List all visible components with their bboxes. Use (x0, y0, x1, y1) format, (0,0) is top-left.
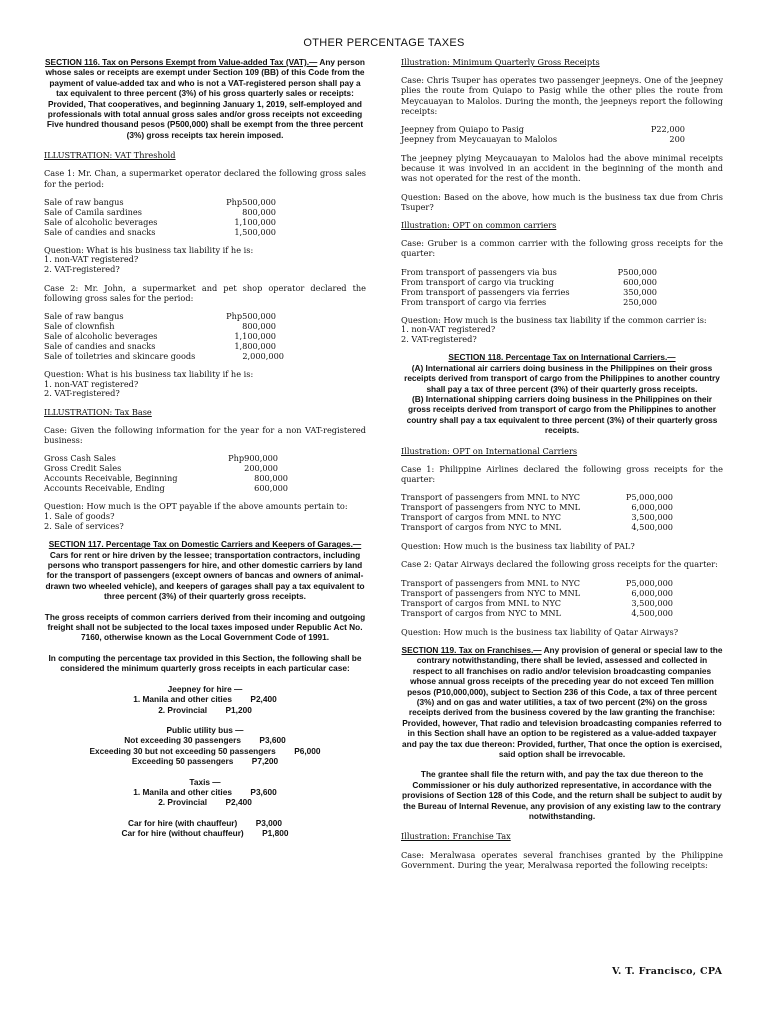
amount-cell: 350,000 (623, 286, 657, 297)
amount-cell: 3,500,000 (631, 512, 673, 523)
opt-common-table (401, 267, 723, 307)
table-row (401, 608, 723, 618)
section-117 (44, 539, 366, 601)
label-cell: Transport of passengers from MNL to NYC (401, 492, 581, 503)
bus-rates (44, 725, 366, 767)
min-quarterly-table (401, 124, 723, 144)
section-119 (401, 645, 723, 759)
vat-case2-table (44, 311, 366, 361)
label-cell: Accounts Receivable, Ending (44, 483, 165, 494)
amount-cell: 200,000 (244, 463, 278, 474)
amount-cell: P5,000,000 (625, 577, 673, 588)
amount-cell: 1,100,000 (234, 216, 276, 227)
left-column (44, 57, 366, 849)
label-cell: Sale of clownfish (44, 321, 115, 332)
franchise-heading: Illustration: Franchise Tax (401, 831, 511, 842)
text-line: Not exceeding 30 passengers P3,600 (124, 735, 286, 746)
text-line: 2. VAT-registered? (44, 388, 120, 399)
label-cell: Transport of cargos from NYC to MNL (401, 522, 561, 533)
section-117-p3: In computing the percentage tax provided in this Section, the following shall be considered the minimum quarterly gross receipts in each particular case: (48, 652, 362, 674)
opt-intl-case2: Case 2: Qatar Airways declared the following gross receipts for the quarter: (401, 559, 718, 570)
amount-cell: 250,000 (623, 296, 657, 307)
table-row (44, 341, 366, 351)
vat-threshold-heading: ILLUSTRATION: VAT Threshold (44, 150, 176, 161)
min-quarterly-question: Question: Based on the above, how much is the business tax due from Chris Tsuper? (401, 191, 723, 212)
label-cell: Sale of candies and snacks (44, 341, 156, 352)
text-line: 2. Provincial P2,400 (158, 797, 252, 808)
amount-cell: P500,000 (617, 266, 657, 277)
opt-intl-case1-question: Question: How much is the business tax liability of PAL? (401, 541, 635, 552)
tax-base-table (44, 453, 366, 493)
text-line: 1. Manila and other cities P2,400 (133, 694, 277, 705)
label-cell: Transport of passengers from MNL to NYC (401, 577, 581, 588)
vat-case1-question (44, 246, 366, 275)
table-row (401, 598, 723, 608)
table-row (401, 522, 723, 532)
opt-common-question (401, 316, 723, 345)
section-118-title: SECTION 118. Percentage Tax on International Carriers.— (448, 352, 676, 363)
label-cell: Sale of candies and snacks (44, 226, 156, 237)
text-line: 1. non-VAT registered? (401, 324, 496, 335)
label-cell: Sale of raw bangus (44, 196, 124, 207)
section-116-title: SECTION 116. Tax on Persons Exempt from Value-added Tax (VAT).— (45, 57, 318, 67)
amount-cell: 800,000 (242, 321, 276, 332)
section-119-p2: The grantee shall file the return with, and pay the tax due thereon to the Commissioner or his duly authorized representative, in accordance with the provisions of Section 128 of this Code, and the return shall be subject to audit by the Bureau of Internal Revenue, any provision of any existing law to the contrary notwithstanding. (402, 769, 722, 821)
text-line: 2. Provincial P1,200 (158, 704, 252, 715)
opt-intl-heading: Illustration: OPT on International Carriers (401, 445, 578, 456)
amount-cell: 6,000,000 (631, 587, 673, 598)
page-title: OTHER PERCENTAGE TAXES (303, 37, 465, 49)
table-row (401, 134, 723, 144)
label-cell: Sale of toiletries and skincare goods (44, 351, 196, 362)
section-117-title: SECTION 117. Percentage Tax on Domestic Carriers and Keepers of Garages.— (48, 539, 362, 550)
text-line: Public utility bus — (166, 724, 244, 735)
table-row (44, 321, 366, 331)
amount-cell: 2,000,000 (242, 351, 284, 362)
table-row (401, 502, 723, 512)
table-row (401, 124, 723, 134)
section-117-body: Cars for rent or hire driven by the lessee; transportation contractors, including persons who transport passengers for hire, and other domestic carriers by land for the transport of passengers (except owners of bancas and owners of animal-drawn two wheeled vehicle), and keepers of garages shall pay a tax equivalent to three percent (3%) of their quarterly gross receipts. (45, 549, 365, 602)
table-row (401, 492, 723, 502)
table-row (44, 453, 366, 463)
vat-case1-text: Case 1: Mr. Chan, a supermarket operator declared the following gross sales for the period: (44, 168, 366, 189)
text-line: Question: What is his business tax liability if he is: (44, 244, 254, 255)
label-cell: Gross Credit Sales (44, 463, 122, 474)
label-cell: Jeepney from Quiapo to Pasig (401, 124, 524, 135)
section-118 (401, 352, 723, 362)
section-118-a: (A) International air carriers doing business in the Philippines on their gross receipts derived from transport of cargo from the Philippines to another country shall pay a tax of three percent (3%) of their quarterly gross receipts. (404, 362, 720, 394)
table-row (401, 277, 723, 287)
text-line: Question: What is his business tax liability if he is: (44, 369, 254, 380)
tax-base-case: Case: Given the following information for the year for a non VAT-registered business: (44, 425, 366, 446)
table-row (44, 473, 366, 483)
label-cell: Gross Cash Sales (44, 453, 116, 464)
amount-cell: 1,100,000 (234, 331, 276, 342)
text-line: Exceeding 50 passengers P7,200 (131, 756, 279, 767)
text-line: Exceeding 30 but not exceeding 50 passengers P6,000 (89, 745, 321, 756)
amount-cell: P22,000 (650, 124, 685, 135)
section-116-body: Any person whose sales or receipts are exempt under Section 109 (BB) of this Code from the payment of value-added tax and who is not a VAT-registered person shall pay a tax equivalent to three percent (3%) of his gross quarterly sales or receipts: Provided, That cooperatives, and beginning January 1, 2019, self-employed and professionals with total annual gross sales and/or gross receipts not exceeding Five hundred thousand pesos (P500,000) shall be exempt from the three percent (3%) gross receipts tax herein imposed. (45, 57, 365, 140)
section-119-body: Any provision of general or special law to the contrary notwithstanding, there shall be levied, assessed and collected in respect to all franchises on radio and/or television broadcasting companies whose annual gross receipts of the preceding year do not exceed Ten million pesos (P10,000,000), subject to Section 236 of this Code, a tax of three percent (3%) and on gas and water utilities, a tax of two percent (2%) on the gross receipts derived from the business covered by the law granting the franchise: Provided, however, That radio and television broadcasting companies referred to in this Section shall have an option to be registered as a value-added taxpayer and pay the tax due thereon: Provided, further, That once the option is exercised, said option shall be irrevocable. (402, 644, 723, 759)
text-line: 1. Manila and other cities P3,600 (133, 786, 277, 797)
text-line: 2. VAT-registered? (44, 264, 120, 275)
vat-case1-table (44, 197, 366, 237)
table-row (401, 297, 723, 307)
tax-base-question (44, 502, 366, 531)
table-row (44, 311, 366, 321)
amount-cell: 600,000 (623, 276, 657, 287)
amount-cell: 6,000,000 (631, 502, 673, 513)
amount-cell: 200 (669, 134, 685, 145)
amount-cell: 4,500,000 (631, 607, 673, 618)
opt-intl-case1-table (401, 492, 723, 532)
table-row (44, 227, 366, 237)
right-column (401, 57, 723, 878)
amount-cell: Php900,000 (228, 453, 278, 464)
min-quarterly-p2: The jeepney plying Meycauayan to Malolos had the above minimal receipts because it was involved in an accident in the beginning of the month and was not operated for the rest of the month. (401, 153, 723, 184)
label-cell: From transport of passengers via bus (401, 266, 557, 277)
table-row (44, 217, 366, 227)
opt-intl-case2-question: Question: How much is the business tax liability of Qatar Airways? (401, 626, 679, 637)
label-cell: Sale of raw bangus (44, 311, 124, 322)
car-rates (44, 818, 366, 839)
vat-case2-question (44, 370, 366, 399)
table-row (401, 578, 723, 588)
section-119-title: SECTION 119. Tax on Franchises.— (401, 644, 542, 655)
text-line: 1. non-VAT registered? (44, 378, 139, 389)
text-line: 1. non-VAT registered? (44, 254, 139, 265)
label-cell: Sale of Camila sardines (44, 206, 142, 217)
tax-base-heading: ILLUSTRATION: Tax Base (44, 406, 152, 417)
label-cell: Jeepney from Meycauayan to Malolos (401, 134, 558, 145)
table-row (401, 588, 723, 598)
text-line: Car for hire (with chauffeur) P3,000 (128, 817, 282, 828)
opt-intl-case2-table (401, 578, 723, 618)
amount-cell: 4,500,000 (631, 522, 673, 533)
opt-common-case: Case: Gruber is a common carrier with the following gross receipts for the quarter: (401, 238, 723, 259)
text-line: Jeepney for hire — (167, 683, 243, 694)
text-line: Car for hire (without chauffeur) P1,800 (121, 828, 289, 839)
label-cell: From transport of cargo via ferries (401, 296, 547, 307)
author-footer: V. T. Francisco, CPA (612, 966, 723, 977)
text-line: 2. Sale of services? (44, 520, 124, 531)
label-cell: Transport of passengers from NYC to MNL (401, 587, 581, 598)
label-cell: From transport of passengers via ferries (401, 286, 570, 297)
label-cell: Transport of cargos from NYC to MNL (401, 607, 561, 618)
table-row (401, 287, 723, 297)
label-cell: Transport of passengers from NYC to MNL (401, 502, 581, 513)
opt-common-heading: Illustration: OPT on common carriers (401, 220, 557, 231)
min-quarterly-case: Case: Chris Tsuper has operates two passenger jeepneys. One of the jeepney plies the route from Quiapo to Pasig while the other plies the route from Meycauayan to Malolos. During the month, the jeepneys report the following receipts: (401, 75, 723, 116)
amount-cell: 1,800,000 (234, 341, 276, 352)
taxi-rates (44, 777, 366, 808)
table-row (44, 351, 366, 361)
label-cell: Sale of alcoholic beverages (44, 216, 158, 227)
amount-cell: Php500,000 (226, 311, 276, 322)
section-116 (44, 57, 366, 140)
amount-cell: 600,000 (254, 483, 288, 494)
label-cell: Transport of cargos from MNL to NYC (401, 512, 561, 523)
label-cell: Accounts Receivable, Beginning (44, 473, 178, 484)
section-117-p2: The gross receipts of common carriers derived from their incoming and outgoing freight shall not be subjected to the local taxes imposed under Republic Act No. 7160, otherwise known as the Local Government Code of 1991. (44, 611, 366, 643)
min-quarterly-heading: Illustration: Minimum Quarterly Gross Receipts (401, 57, 600, 67)
table-row (401, 267, 723, 277)
label-cell: Sale of alcoholic beverages (44, 331, 158, 342)
amount-cell: 3,500,000 (631, 597, 673, 608)
section-118-b: (B) International shipping carriers doing business in the Philippines on their gross receipts derived from transport of cargo from the Philippines to another country shall pay a tax equivalent to three percent (3%) of their quarterly gross receipts. (406, 394, 718, 436)
text-line: Question: How much is the OPT payable if the above amounts pertain to: (44, 501, 348, 512)
table-row (44, 197, 366, 207)
text-line: Question: How much is the business tax liability if the common carrier is: (401, 314, 707, 325)
label-cell: Transport of cargos from MNL to NYC (401, 597, 561, 608)
table-row (44, 463, 366, 473)
amount-cell: 800,000 (254, 473, 288, 484)
opt-intl-case1: Case 1: Philippine Airlines declared the following gross receipts for the quarter: (401, 463, 723, 485)
text-line: 2. VAT-registered? (401, 333, 477, 344)
table-row (44, 331, 366, 341)
amount-cell: P5,000,000 (625, 492, 673, 503)
table-row (401, 512, 723, 522)
amount-cell: 1,500,000 (234, 226, 276, 237)
table-row (44, 483, 366, 493)
jeepney-rates (44, 684, 366, 715)
franchise-case: Case: Meralwasa operates several franchises granted by the Philippine Government. During the year, Meralwasa reported the following receipts: (401, 849, 723, 870)
label-cell: From transport of cargo via trucking (401, 276, 555, 287)
table-row (44, 207, 366, 217)
text-line: 1. Sale of goods? (44, 511, 115, 522)
text-line: Taxis — (189, 776, 221, 787)
amount-cell: 800,000 (242, 206, 276, 217)
vat-case2-text: Case 2: Mr. John, a supermarket and pet shop operator declared the following gross sales for the period: (44, 282, 366, 303)
amount-cell: Php500,000 (226, 196, 276, 207)
